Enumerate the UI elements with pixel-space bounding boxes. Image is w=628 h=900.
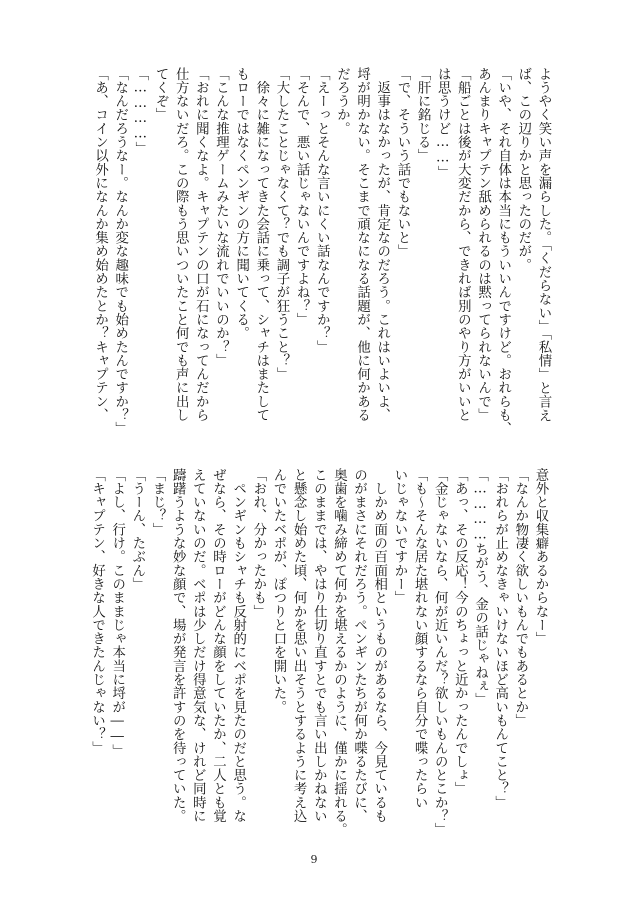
text-line: と懸念し始めた頃、何かを思い出そうとするように考え込: [291, 468, 307, 823]
text-line: 「船ごとは後が大変だから、できれば別のやり方がいいと: [455, 67, 471, 422]
text-line: 「キャプテン、好きな人できたんじゃない？」: [89, 468, 105, 755]
text-line: 「…………」: [132, 67, 148, 156]
text-line: あんまりキャプテン舐められるのは黙ってられないんで」: [475, 67, 491, 422]
text-line: 「おれらが止めなきゃいけないほど高いもんてこと？」: [492, 468, 508, 810]
text-line: んでいたベポが、ぽつりと口を開いた。: [270, 468, 286, 714]
text-line: 「大したことじゃなくて？でも調子が狂うこと？」: [273, 67, 289, 381]
text-line: 「そんで、悪い話じゃないんですよね？」: [294, 67, 310, 327]
text-line: だろうか。: [334, 67, 350, 136]
text-line: ぜなら、その時ローがどんな顔をしていたか、二人とも覚: [210, 468, 226, 823]
text-line: もローではなくペンギンの方に聞いてくる。: [233, 67, 249, 340]
bottom-text-block: [86, 468, 550, 837]
text-line: しかめ面の百面相というものがあるなら、今見ているも: [371, 468, 387, 823]
text-line: 「なんか物凄く欲しいもんでもあるとか」: [512, 468, 528, 728]
text-line: 「おれ、分かったかも」: [250, 468, 266, 619]
text-line: 奥歯を噛み締めて何かを堪えるかのように、僅かに揺れる。: [331, 468, 347, 837]
text-line: のがまさにそれだろう。ペンギンたちが何か喋るたびに、: [351, 468, 367, 823]
text-line: 「も〜そんな居た堪れない顔するなら自分で喋ったらい: [412, 468, 428, 810]
text-line: 「なんだろうなー。なんか変な趣味でも始めたんですか？」: [112, 67, 128, 436]
text-line: 意外と収集癖あるからなー」: [533, 468, 548, 646]
text-line: 「よし、行け。このままじゃ本当に埒が――」: [109, 468, 125, 758]
text-line: 埒が明かない。そこまで頑なになる話題が、他に何かある: [354, 67, 370, 422]
text-line: 「いや、それ自体は本当にもういいんですけど。おれらも、: [495, 67, 511, 436]
text-line: 「…………ちがう、金の話じゃねぇ」: [472, 468, 488, 707]
text-line: 躊躇うような妙な顔で、場が発言を許すのを待っていた。: [170, 468, 186, 823]
top-text-block: [89, 67, 553, 436]
text-line: 「金じゃないなら、何が近いんだ？欲しいもんのとこか？」: [432, 468, 448, 837]
text-line: 「うーん、たぶん」: [129, 468, 145, 591]
text-line: ば、この辺りかと思ったのだが。: [515, 67, 531, 272]
text-line: 「こんな推理ゲームみたいな流れでいいのか？」: [213, 67, 229, 368]
text-line: 徐々に雑になってきた会話に乗って、シャチはまたして: [253, 67, 269, 422]
text-line: は思うけど……」: [435, 67, 451, 180]
text-line: 仕方ないだろ。この際もう思いついたこと何でも声に出し: [173, 67, 189, 422]
text-line: ペンギンもシャチも反射的にベポを見たのだと思う。な: [230, 468, 246, 823]
page-number: 9: [310, 853, 318, 866]
text-line: 返事はなかったが、肯定なのだろう。これはいよいよ、: [374, 67, 390, 422]
text-line: 「おれに聞くなよ。キャプテンの口が石になってんだから: [193, 67, 209, 422]
text-line: 「あ、コイン以外になんか集め始めたとか？キャプテン、: [92, 67, 108, 422]
text-line: 「肝に銘じる」: [415, 67, 431, 163]
text-line: このままでは、やはり仕切り直すとでも言い出しかねない: [311, 468, 327, 823]
text-line: てくぞ」: [153, 67, 169, 122]
text-line: ようやく笑い声を漏らした。「くだらない」「私情」と言え: [536, 67, 551, 423]
text-line: いじゃないですかー」: [391, 468, 407, 605]
text-line: 「えーっとそんな言いにくい話なんですか？」: [314, 67, 330, 354]
text-line: えていないのだ。ベポは少しだけ得意気な、けれど同時に: [190, 468, 206, 823]
text-line: 「あっ、その反応！今のちょっと近かったんでしょ」: [452, 468, 468, 796]
text-line: 「で、そういう話でもないと」: [394, 67, 410, 259]
text-line: 「まじ？」: [150, 468, 166, 537]
